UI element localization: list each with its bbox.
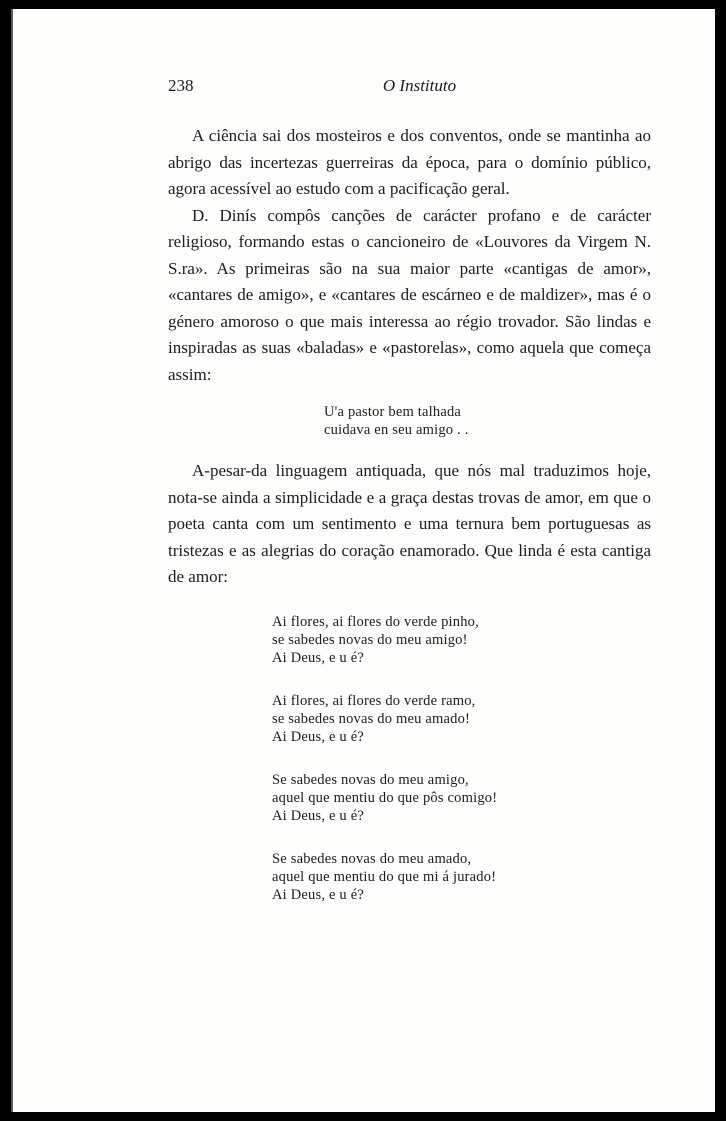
page-header (168, 76, 651, 100)
poem-line: aquel que mentiu do que pôs comigo! (272, 789, 498, 806)
poem-stanza (272, 613, 651, 667)
poem-line: Ai Deus, e u é? (272, 807, 364, 824)
poem-ai-flores (168, 613, 651, 904)
poem-stanza (272, 692, 651, 746)
paragraph-science: A ciência sai dos mosteiros e dos conventos, onde se mantinha ao abrigo das incertezas guerreiras da época, para o domínio público, agora acessível ao estudo com a pacificação geral. (168, 126, 651, 198)
page-number: 238 (168, 76, 194, 95)
poem-line: Ai Deus, e u é? (272, 649, 364, 666)
poem-line: aquel que mentiu do que mi á jurado! (272, 868, 497, 885)
poem-line: se sabedes novas do meu amado! (272, 710, 471, 727)
poem-line: Ai Deus, e u é? (272, 886, 364, 903)
quote-line: cuidava en seu amigo . . (324, 422, 469, 438)
pastorela-quote (168, 403, 651, 439)
poem-stanza (272, 850, 651, 904)
body-text (168, 123, 651, 929)
quote-line: U'a pastor bem talhada (324, 404, 462, 420)
poem-line: Ai flores, ai flores do verde ramo, (272, 692, 476, 709)
book-page (11, 9, 715, 1112)
paragraph-dinis: D. Dinís compôs canções de carácter profano e de carácter religioso, formando estas o cancioneiro de «Louvores da Virgem N. S.ra». As primeiras são na sua maior parte «cantigas de amor», «cantares de amigo», e «cantares de escárneo e de maldizer», mas é o género amoroso o que mais interessa ao régio trovador. São lindas e inspiradas as suas «baladas» e «pastorelas», como aquela que começa assim: (168, 205, 651, 384)
poem-stanza (272, 771, 651, 825)
poem-line: Se sabedes novas do meu amado, (272, 850, 472, 867)
poem-line: se sabedes novas do meu amigo! (272, 631, 468, 648)
poem-line: Ai flores, ai flores do verde pinho, (272, 613, 479, 630)
paragraph-language: A-pesar-da linguagem antiquada, que nós mal traduzimos hoje, nota-se ainda a simplicidade e a graça destas trovas de amor, em que o poeta canta com um sentimento e uma ternura bem portuguesas as tristezas e as alegrias do coração enamorado. Que linda é esta cantiga de amor: (168, 461, 651, 586)
running-title: O Instituto (382, 76, 457, 95)
poem-line: Ai Deus, e u é? (272, 728, 364, 745)
poem-line: Se sabedes novas do meu amigo, (272, 771, 469, 788)
